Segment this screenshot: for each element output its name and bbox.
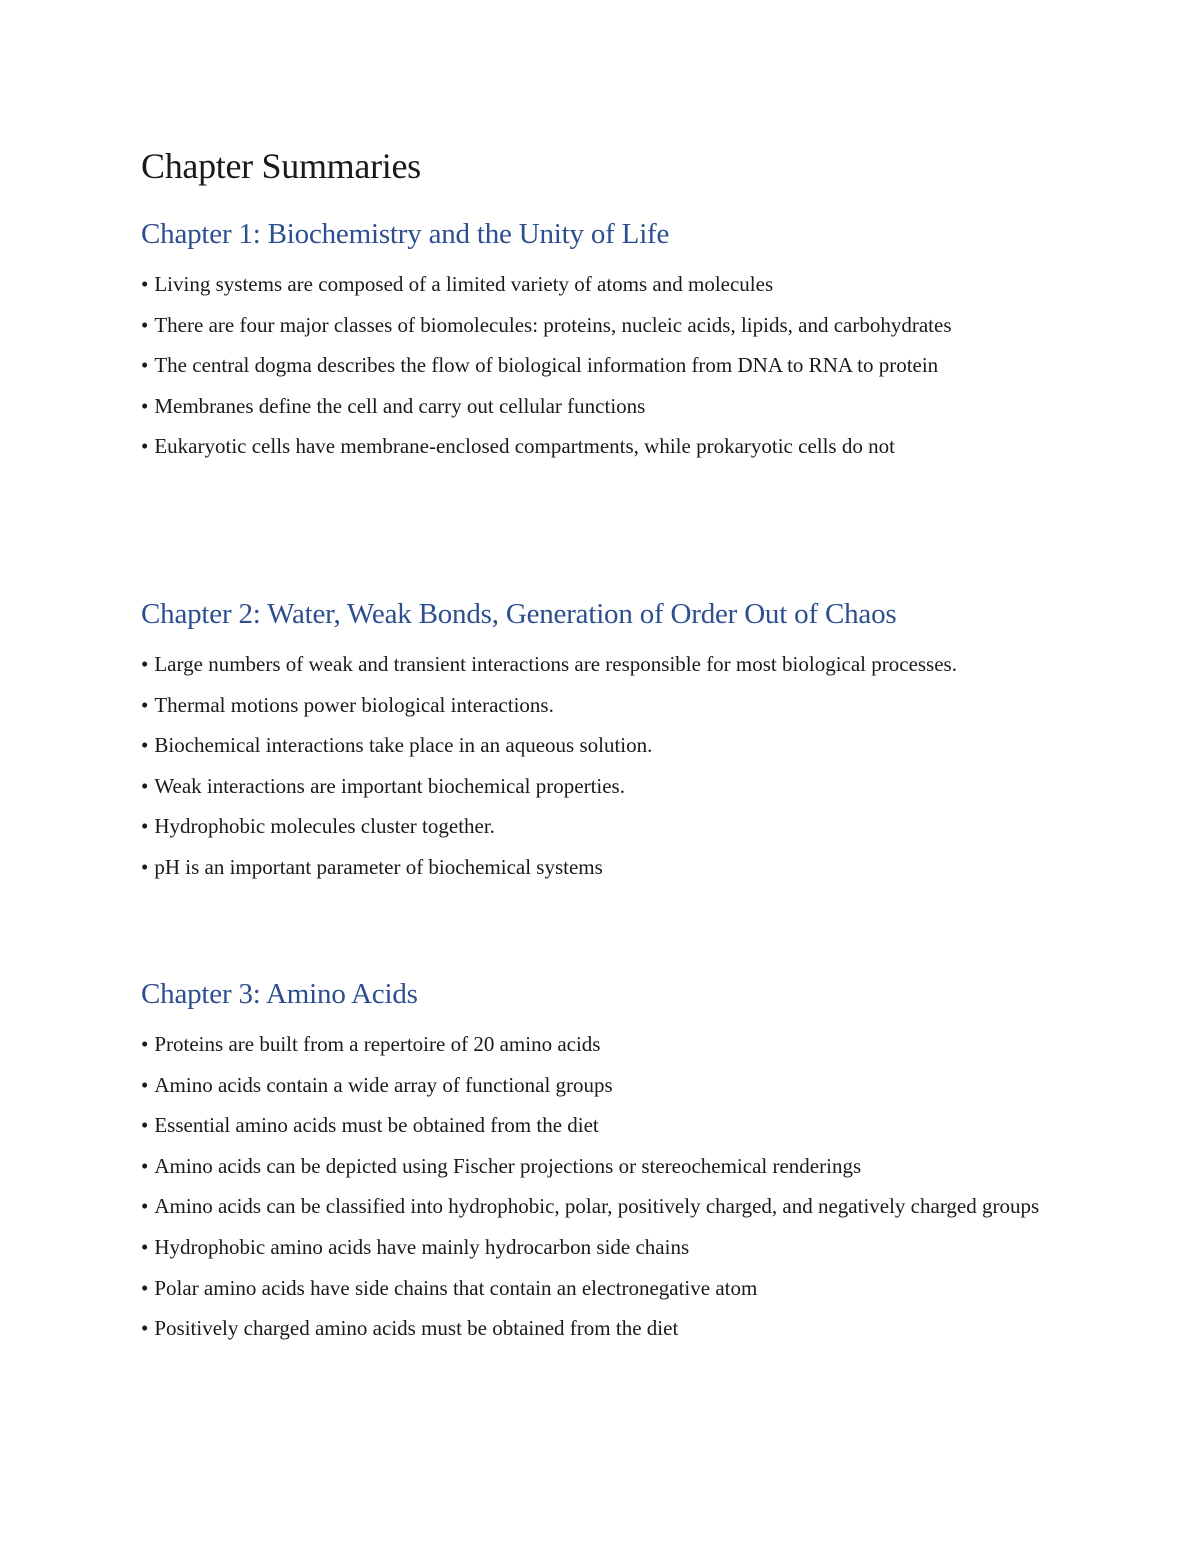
list-item <box>141 1268 1041 1309</box>
bullet-list <box>141 264 1041 467</box>
list-item-text: Hydrophobic amino acids have mainly hydrocarbon side chains <box>154 1234 690 1259</box>
bullet-list <box>141 1024 1041 1349</box>
document-page <box>141 142 1041 1341</box>
chapter-2-section <box>141 594 1041 888</box>
bullet-icon: • <box>141 1153 149 1178</box>
list-item <box>141 685 1041 726</box>
chapter-heading: Chapter 2: Water, Weak Bonds, Generation of Order Out of Chaos <box>141 598 897 630</box>
list-item <box>141 1105 1041 1146</box>
bullet-icon: • <box>141 1316 149 1341</box>
list-item-text: Membranes define the cell and carry out cellular functions <box>154 393 646 418</box>
list-item <box>141 305 1041 346</box>
bullet-icon: • <box>141 1072 149 1097</box>
list-item <box>141 644 1041 685</box>
list-item <box>141 1146 1041 1187</box>
list-item <box>141 1186 1041 1227</box>
list-item-text: Positively charged amino acids must be obtained from the diet <box>154 1316 679 1341</box>
bullet-icon: • <box>141 733 149 758</box>
bullet-icon: • <box>141 312 149 337</box>
list-item-text: The central dogma describes the flow of biological information from DNA to RNA to protein <box>154 353 939 378</box>
bullet-icon: • <box>141 652 149 676</box>
list-item <box>141 1024 1041 1065</box>
list-item <box>141 264 1041 305</box>
bullet-list <box>141 644 1041 888</box>
bullet-icon: • <box>141 814 149 839</box>
bullet-icon: • <box>141 692 149 717</box>
list-item-text: Proteins are built from a repertoire of 20 amino acids <box>154 1032 601 1056</box>
bullet-icon: • <box>141 854 149 879</box>
chapter-3-section <box>141 974 1041 1349</box>
bullet-icon: • <box>141 434 149 459</box>
list-item <box>141 386 1041 427</box>
list-item <box>141 1065 1041 1106</box>
list-item-text: pH is an important parameter of biochemical systems <box>154 854 603 879</box>
list-item <box>141 725 1041 766</box>
list-item-text: Biochemical interactions take place in an aqueous solution. <box>154 733 653 758</box>
chapter-heading: Chapter 1: Biochemistry and the Unity of Life <box>141 218 670 250</box>
list-item <box>141 766 1041 807</box>
bullet-icon: • <box>141 1032 149 1056</box>
bullet-icon: • <box>141 1234 149 1259</box>
list-item-text: Weak interactions are important biochemical properties. <box>154 773 625 798</box>
bullet-icon: • <box>141 353 149 378</box>
list-item-text: Amino acids contain a wide array of functional groups <box>154 1072 613 1097</box>
list-item-text: Amino acids can be depicted using Fischer projections or stereochemical renderings <box>154 1153 862 1178</box>
bullet-icon: • <box>141 272 149 296</box>
chapter-1-section <box>141 214 1041 467</box>
list-item <box>141 1227 1041 1268</box>
list-item-text: Eukaryotic cells have membrane-enclosed compartments, while prokaryotic cells do not <box>154 434 895 459</box>
bullet-icon: • <box>141 393 149 418</box>
list-item-text: Essential amino acids must be obtained from the diet <box>154 1113 599 1138</box>
list-item <box>141 426 1041 467</box>
chapter-heading: Chapter 3: Amino Acids <box>141 978 418 1010</box>
list-item <box>141 1308 1041 1349</box>
list-item-text: Amino acids can be classified into hydrophobic, polar, positively charged, and negatively charged groups <box>154 1194 1040 1219</box>
list-item-text: Large numbers of weak and transient interactions are responsible for most biological processes. <box>154 652 957 676</box>
list-item-text: Hydrophobic molecules cluster together. <box>154 814 495 839</box>
list-item <box>141 345 1041 386</box>
list-item-text: Living systems are composed of a limited variety of atoms and molecules <box>154 272 774 296</box>
bullet-icon: • <box>141 1194 149 1219</box>
bullet-icon: • <box>141 1113 149 1138</box>
document-title: Chapter Summaries <box>141 146 421 186</box>
list-item-text: There are four major classes of biomolecules: proteins, nucleic acids, lipids, and carbohydrates <box>154 312 952 337</box>
list-item-text: Thermal motions power biological interactions. <box>154 692 554 717</box>
list-item <box>141 806 1041 847</box>
list-item <box>141 847 1041 888</box>
list-item-text: Polar amino acids have side chains that contain an electronegative atom <box>154 1275 758 1300</box>
bullet-icon: • <box>141 1275 149 1300</box>
bullet-icon: • <box>141 773 149 798</box>
